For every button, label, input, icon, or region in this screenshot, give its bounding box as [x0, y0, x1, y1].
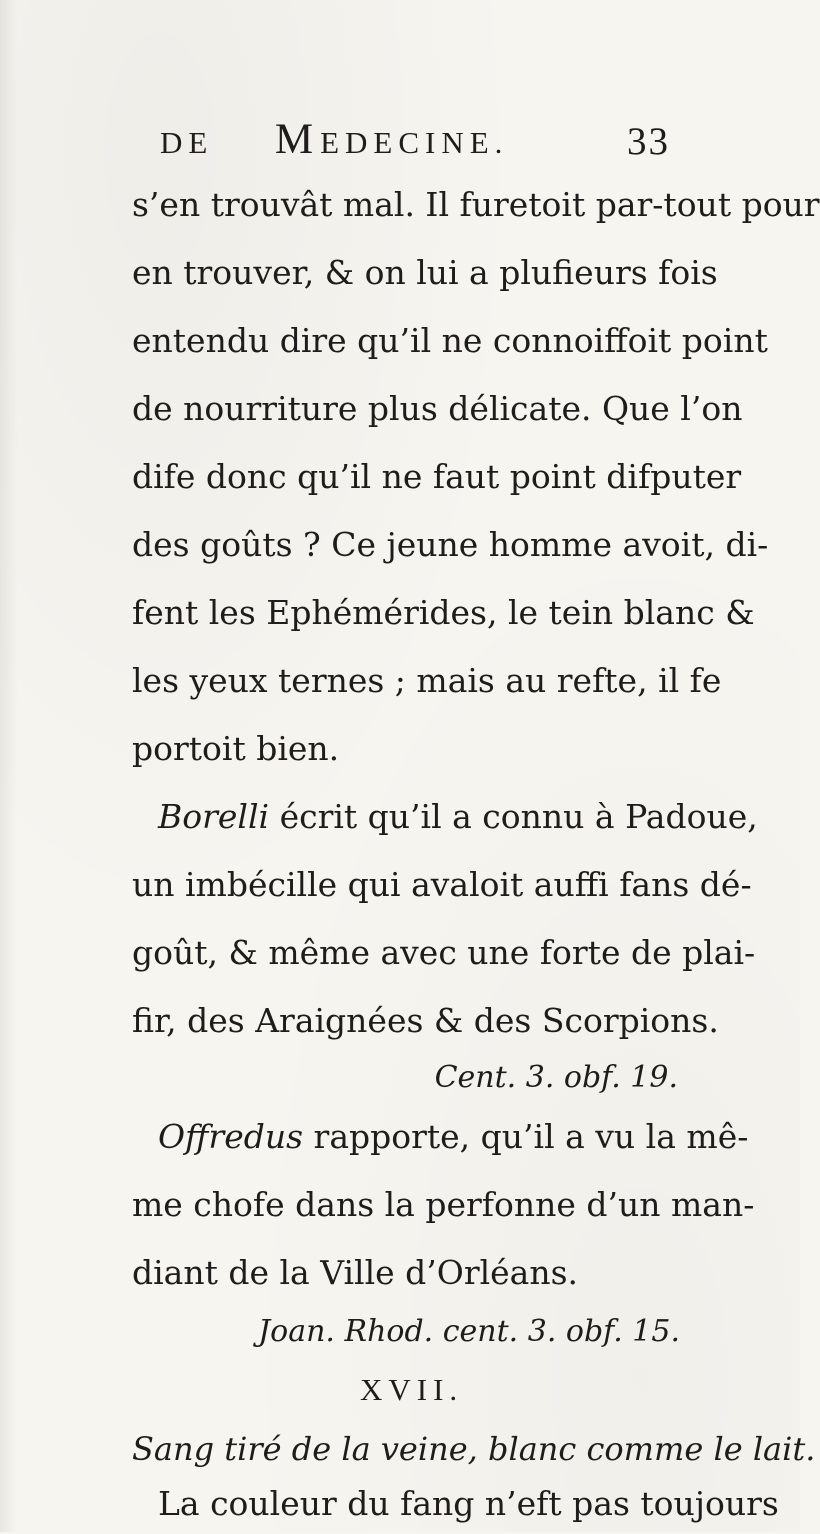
paragraph-borelli-first-line [158, 787, 758, 847]
section-number: XVII. [360, 1372, 464, 1407]
text-line: La couleur du fang n’eft pas toujours [158, 1484, 779, 1523]
text-line: goût, & même avec une forte de plai- [132, 933, 756, 972]
page-number: 33 [627, 120, 670, 163]
paragraph-borelli-rest: écrit qu’il a connu à Padoue, [269, 797, 758, 836]
author-name-borelli: Borelli [158, 797, 270, 836]
text-line: portoit bien. [132, 729, 340, 768]
text-line: fent les Ephémérides, le tein blanc & [132, 593, 755, 632]
running-head-prefix: DE [160, 125, 214, 160]
text-line: un imbécille qui avaloit auffi fans dé- [132, 865, 752, 904]
text-line: me chofe dans la perfonne d’un man- [132, 1185, 755, 1224]
author-name-offredus: Offredus [158, 1117, 304, 1156]
text-line: des goûts ? Ce jeune homme avoit, di- [132, 525, 769, 564]
paragraph-offredus-rest: rapporte, qu’il a vu la mê- [303, 1117, 749, 1156]
section-title: Sang tiré de la veine, blanc comme le lait. [132, 1430, 816, 1468]
text-line: diant de la Ville d’Orléans. [132, 1253, 579, 1292]
page-edge-shadow [0, 0, 18, 1532]
citation-borelli: Cent. 3. obf. 19. [434, 1060, 678, 1095]
running-head [160, 112, 670, 168]
text-line: de nourriture plus délicate. Que l’on [132, 389, 743, 428]
running-head-title-initial: M [274, 116, 321, 163]
citation-offredus: Joan. Rhod. cent. 3. obf. 15. [258, 1314, 680, 1349]
text-line: dife donc qu’il ne faut point difputer [132, 457, 742, 496]
text-line: en trouver, & on lui a plufieurs fois [132, 253, 718, 292]
paragraph-offredus-first-line [158, 1107, 749, 1167]
text-line: fir, des Araignées & des Scorpions. [132, 1001, 719, 1040]
text-line: entendu dire qu’il ne connoiffoit point [132, 321, 768, 360]
text-line: les yeux ternes ; mais au refte, il fe [132, 661, 722, 700]
running-head-title: EDECINE. [320, 125, 509, 160]
text-line: s’en trouvât mal. Il furetoit par-tout pour [132, 185, 820, 224]
